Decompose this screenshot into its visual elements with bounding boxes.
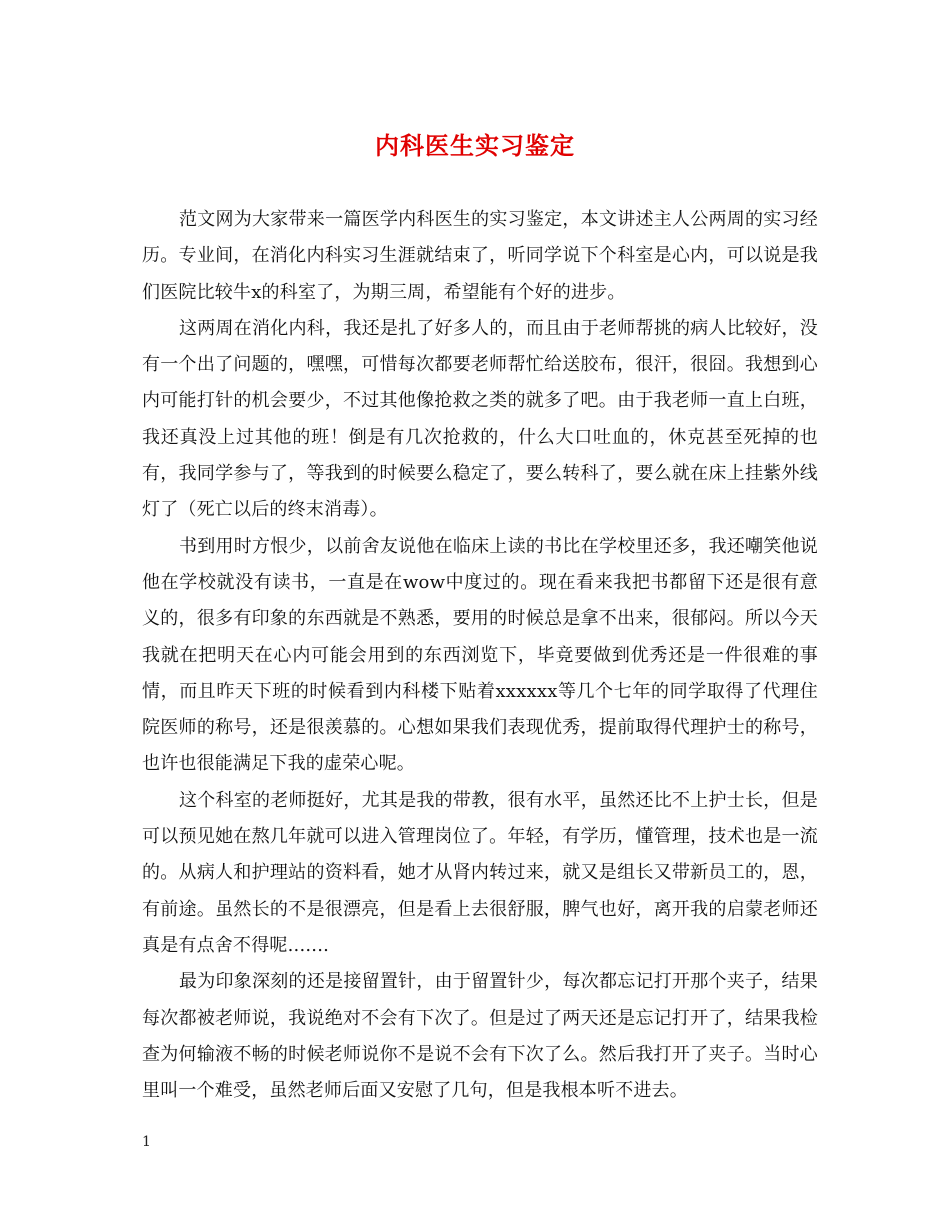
paragraph: 范文网为大家带来一篇医学内科医生的实习鉴定，本文讲述主人公两周的实习经历。专业间，在消化内科实习生涯就结束了，听同学说下个科室是心内，可以说是我们医院比较牛x的科室了，为期三周，希望能有个好的进步。 [142,209,818,303]
document-title: 内科医生实习鉴定 [375,131,575,160]
paragraph: 这个科室的老师挺好，尤其是我的带教，很有水平，虽然还比不上护士长，但是可以预见她在熬几年就可以进入管理岗位了。年轻，有学历，懂管理，技术也是一流的。从病人和护理站的资料看，她才从肾内转过来，就又是组长又带新员工的，恩，有前途。虽然长的不是很漂亮，但是看上去很舒服，脾气也好，离开我的启蒙老师还真是有点舍不得呢....... [142,789,818,956]
page-number: 1 [142,1134,151,1150]
document-body [142,202,818,1109]
paragraph: 最为印象深刻的还是接留置针，由于留置针少，每次都忘记打开那个夹子，结果每次都被老师说，我说绝对不会有下次了。但是过了两天还是忘记打开了，结果我检查为何输液不畅的时候老师说你不是说不会有下次了么。然后我打开了夹子。当时心里叫一个难受，虽然老师后面又安慰了几句，但是我根本听不进去。 [142,971,818,1102]
paragraph: 书到用时方恨少，以前舍友说他在临床上读的书比在学校里还多，我还嘲笑他说他在学校就没有读书，一直是在wow中度过的。现在看来我把书都留下还是很有意义的，很多有印象的东西就是不熟悉，要用的时候总是拿不出来，很郁闷。所以今天我就在把明天在心内可能会用到的东西浏览下，毕竟要做到优秀还是一件很难的事情，而且昨天下班的时候看到内科楼下贴着xxxxxx等几个七年的同学取得了代理住院医师的称号，还是很羡慕的。心想如果我们表现优秀，提前取得代理护士的称号，也许也很能满足下我的虚荣心呢。 [142,535,818,775]
paragraph: 这两周在消化内科，我还是扎了好多人的，而且由于老师帮挑的病人比较好，没有一个出了问题的，嘿嘿，可惜每次都要老师帮忙给送胶布，很汗，很囧。我想到心内可能打针的机会要少，不过其他像抢救之类的就多了吧。由于我老师一直上白班，我还真没上过其他的班！倒是有几次抢救的，什么大口吐血的，休克甚至死掉的也有，我同学参与了，等我到的时候要么稳定了，要么转科了，要么就在床上挂紫外线灯了（死亡以后的终末消毒）。 [142,317,818,521]
